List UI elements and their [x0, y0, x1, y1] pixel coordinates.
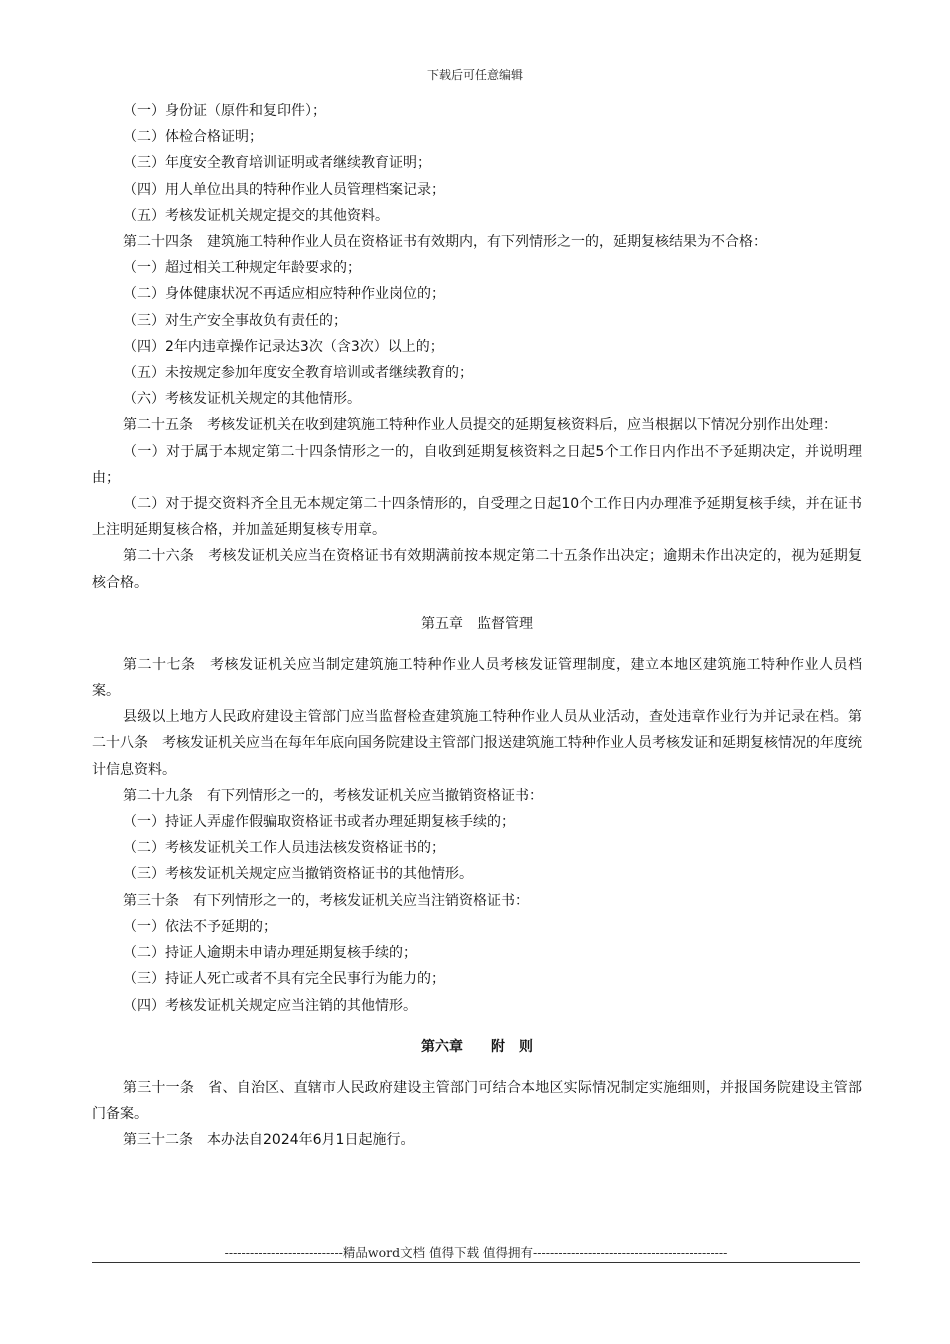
article-paragraph: 第三十一条 省、自治区、直辖市人民政府建设主管部门可结合本地区实际情况制定实施细则，并报国务院建设主管部门备案。: [92, 1079, 862, 1122]
chapter-heading: 第五章 监督管理: [421, 615, 533, 632]
list-item: （三）考核发证机关规定应当撤销资格证书的其他情形。: [123, 866, 473, 883]
footer-rule: [92, 1262, 860, 1263]
article-paragraph: 第三十二条 本办法自2024年6月1日起施行。: [123, 1132, 415, 1149]
list-item: （三）对生产安全事故负有责任的；: [123, 312, 347, 329]
list-item: （三）持证人死亡或者不具有完全民事行为能力的；: [123, 971, 445, 988]
page-footer: ----------------------------精品word文档 值得下载 值得拥有----------------------------------------------: [224, 1245, 728, 1260]
list-item: （五）未按规定参加年度安全教育培训或者继续教育的；: [123, 365, 473, 382]
article-paragraph: （一）对于属于本规定第二十四条情形之一的，自收到延期复核资料之日起5个工作日内作出不予延期决定，并说明理由；: [92, 443, 862, 486]
list-item: （六）考核发证机关规定的其他情形。: [123, 391, 361, 408]
list-item: （一）身份证（原件和复印件）；: [123, 103, 326, 119]
list-item: （二）持证人逾期未申请办理延期复核手续的；: [123, 945, 417, 962]
list-item: （四）2年内违章操作记录达3次（含3次）以上的；: [123, 338, 444, 355]
list-item: （二）考核发证机关工作人员违法核发资格证书的；: [123, 840, 445, 857]
article-paragraph: 第二十七条 考核发证机关应当制定建筑施工特种作业人员考核发证管理制度，建立本地区建筑施工特种作业人员档案。: [92, 656, 862, 700]
list-item: （四）用人单位出具的特种作业人员管理档案记录；: [123, 181, 445, 198]
article-paragraph: （二）对于提交资料齐全且无本规定第二十四条情形的，自受理之日起10个工作日内办理准予延期复核手续，并在证书上注明延期复核合格，并加盖延期复核专用章。: [92, 496, 862, 539]
article-paragraph: 第二十四条 建筑施工特种作业人员在资格证书有效期内，有下列情形之一的，延期复核结果为不合格：: [123, 234, 767, 251]
list-item: （四）考核发证机关规定应当注销的其他情形。: [123, 997, 417, 1014]
list-item: （二）身体健康状况不再适应相应特种作业岗位的；: [123, 286, 445, 303]
list-item: （五）考核发证机关规定提交的其他资料。: [123, 207, 389, 224]
article-paragraph: 第二十六条 考核发证机关应当在资格证书有效期满前按本规定第二十五条作出决定；逾期未作出决定的，视为延期复核合格。: [92, 548, 862, 591]
list-item: （一）超过相关工种规定年龄要求的；: [123, 260, 361, 277]
list-item: （一）持证人弄虚作假骗取资格证书或者办理延期复核手续的；: [123, 814, 515, 831]
list-item: （二）体检合格证明；: [123, 129, 263, 146]
article-paragraph: 第二十五条 考核发证机关在收到建筑施工特种作业人员提交的延期复核资料后，应当根据以下情况分别作出处理：: [123, 417, 837, 434]
list-item: （一）依法不予延期的；: [123, 918, 277, 935]
list-item: （三）年度安全教育培训证明或者继续教育证明；: [123, 155, 431, 172]
document-body: [92, 98, 862, 1153]
article-paragraph: 第三十条 有下列情形之一的，考核发证机关应当注销资格证书：: [123, 892, 529, 909]
page-header: 下载后可任意编辑: [426, 68, 523, 82]
chapter-heading: 第六章 附 则: [421, 1038, 533, 1055]
article-paragraph: 第二十九条 有下列情形之一的，考核发证机关应当撤销资格证书：: [123, 787, 543, 804]
article-paragraph: 县级以上地方人民政府建设主管部门应当监督检查建筑施工特种作业人员从业活动，查处违章作业行为并记录在档。第二十八条 考核发证机关应当在每年年底向国务院建设主管部门报送建筑施工特种作业人员考核发证和延期复核情况的年度统计信息资料。: [92, 709, 862, 778]
